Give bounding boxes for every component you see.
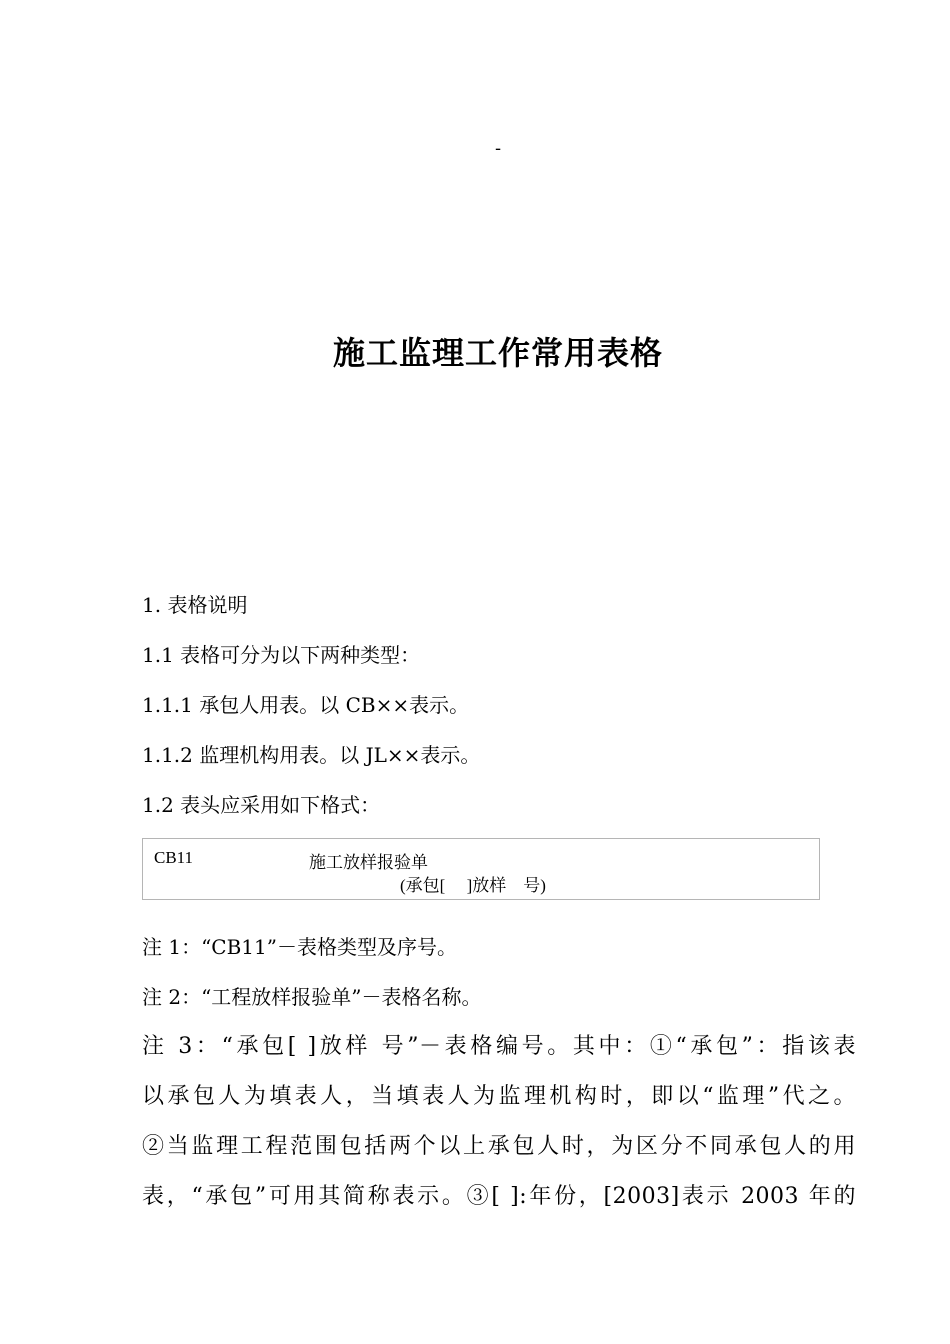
note-1: 注 1：“CB11”－表格类型及序号。 <box>142 935 457 959</box>
section-1-1-2: 1.1.2 监理机构用表。以 JL××表示。 <box>142 743 481 767</box>
note-3-line: 以承包人为填表人，当填表人为监理机构时，即以“监理”代之。 <box>142 1084 856 1109</box>
note-3-line: 注 3：“承包[ ]放样 号”－表格编号。其中：①“承包”：指该表 <box>142 1034 856 1059</box>
section-1-1: 1.1 表格可分为以下两种类型： <box>142 643 421 667</box>
page-header-dash: - <box>494 138 502 159</box>
sample-table-header <box>142 838 820 900</box>
document-title: 施工监理工作常用表格 <box>332 334 663 372</box>
note-3-line: 表，“承包”可用其简称表示。③[ ]:年份，[2003]表示 2003 年的 <box>142 1184 856 1209</box>
note-3-line: ②当监理工程范围包括两个以上承包人时，为区分不同承包人的用 <box>142 1134 856 1159</box>
sample-form-code: CB11 <box>154 848 194 867</box>
note-3-paragraph <box>142 1022 856 1222</box>
document-body <box>142 580 856 1222</box>
section-heading-1: 1. 表格说明 <box>142 593 248 617</box>
note-2: 注 2：“工程放样报验单”－表格名称。 <box>142 985 482 1009</box>
sample-form-number: (承包[ ]放样 号) <box>400 876 546 895</box>
section-1-1-1: 1.1.1 承包人用表。以 CB××表示。 <box>142 693 470 717</box>
sample-form-name: 施工放样报验单 <box>309 853 428 872</box>
section-1-2: 1.2 表头应采用如下格式： <box>142 793 381 817</box>
